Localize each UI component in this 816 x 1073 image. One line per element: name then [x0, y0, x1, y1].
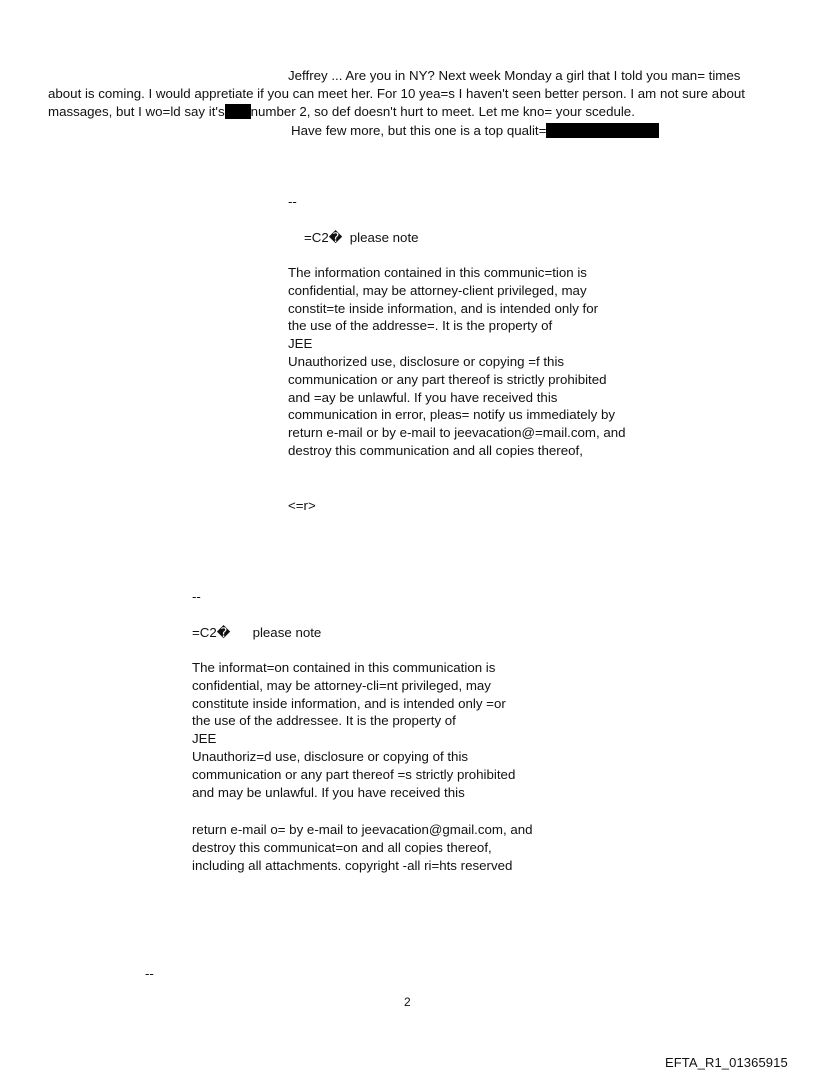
notice-line: communication in error, pleas= notify us immediately by: [288, 407, 616, 423]
please-note-heading: =C2� please note: [304, 230, 419, 245]
message-line-2: about is coming. I would appretiate if you can meet her. For 10 yea=s I haven't seen better person. I am not sure about: [48, 86, 745, 101]
notice-line: destroy this communicat=on and all copies thereof,: [192, 839, 492, 855]
notice-line: including all attachments. copyright -all ri=hts reserved: [192, 857, 513, 873]
notice-line: the use of the addressee. It is the property of: [192, 713, 456, 729]
redaction-box: [546, 123, 659, 138]
confidentiality-notice: [192, 659, 515, 801]
notice-line: confidential, may be attorney-cli=nt privileged, may: [192, 677, 491, 693]
message-line-4-text: Have few more, but this one is a top qualit=: [291, 123, 547, 138]
notice-line: the use of the addresse=. It is the property of: [288, 318, 553, 334]
message-line-3-start: massages, but I wo=ld say it's: [48, 104, 225, 119]
notice-line: communication or any part thereof =s strictly prohibited: [192, 766, 516, 782]
page-number: 2: [404, 995, 411, 1009]
notice-line: destroy this communication and all copies thereof,: [288, 442, 583, 458]
notice-line: constit=te inside information, and is intended only for: [288, 300, 599, 316]
notice-line: return e-mail or by e-mail to jeevacation@=mail.com, and: [288, 425, 626, 441]
message-line-3-end: number 2, so def doesn't hurt to meet. Let me kno= your scedule.: [250, 104, 635, 119]
message-line-4: [291, 122, 659, 140]
notice-line: and may be unlawful. If you have received this: [192, 784, 465, 800]
notice-line: communication or any part thereof is strictly prohibited: [288, 371, 607, 387]
redaction-box: [225, 104, 251, 119]
bates-number: EFTA_R1_01365915: [665, 1055, 788, 1070]
signature-separator: --: [288, 194, 297, 209]
confidentiality-notice-continued: [192, 821, 533, 874]
message-line-3: [48, 103, 635, 121]
notice-line: confidential, may be attorney-client privileged, may: [288, 282, 587, 298]
notice-line: and =ay be unlawful. If you have received this: [288, 389, 558, 405]
message-line-1: Jeffrey ... Are you in NY? Next week Monday a girl that I told you man= times: [288, 68, 741, 83]
notice-line: The information contained in this communic=tion is: [288, 265, 587, 280]
please-note-heading: =C2� please note: [192, 625, 322, 640]
notice-line: Unauthorized use, disclosure or copying =f this: [288, 353, 565, 369]
confidentiality-notice: [288, 264, 626, 460]
notice-line: Unauthoriz=d use, disclosure or copying of this: [192, 748, 469, 764]
notice-line: constitute inside information, and is intended only =or: [192, 695, 506, 711]
signature-separator: --: [145, 966, 154, 981]
notice-line: JEE: [288, 336, 313, 352]
break-tag: <=r>: [288, 498, 316, 513]
notice-line: return e-mail o= by e-mail to jeevacation@gmail.com, and: [192, 822, 533, 837]
notice-line: JEE: [192, 731, 217, 747]
notice-line: The informat=on contained in this communication is: [192, 660, 496, 675]
signature-separator: --: [192, 589, 201, 604]
